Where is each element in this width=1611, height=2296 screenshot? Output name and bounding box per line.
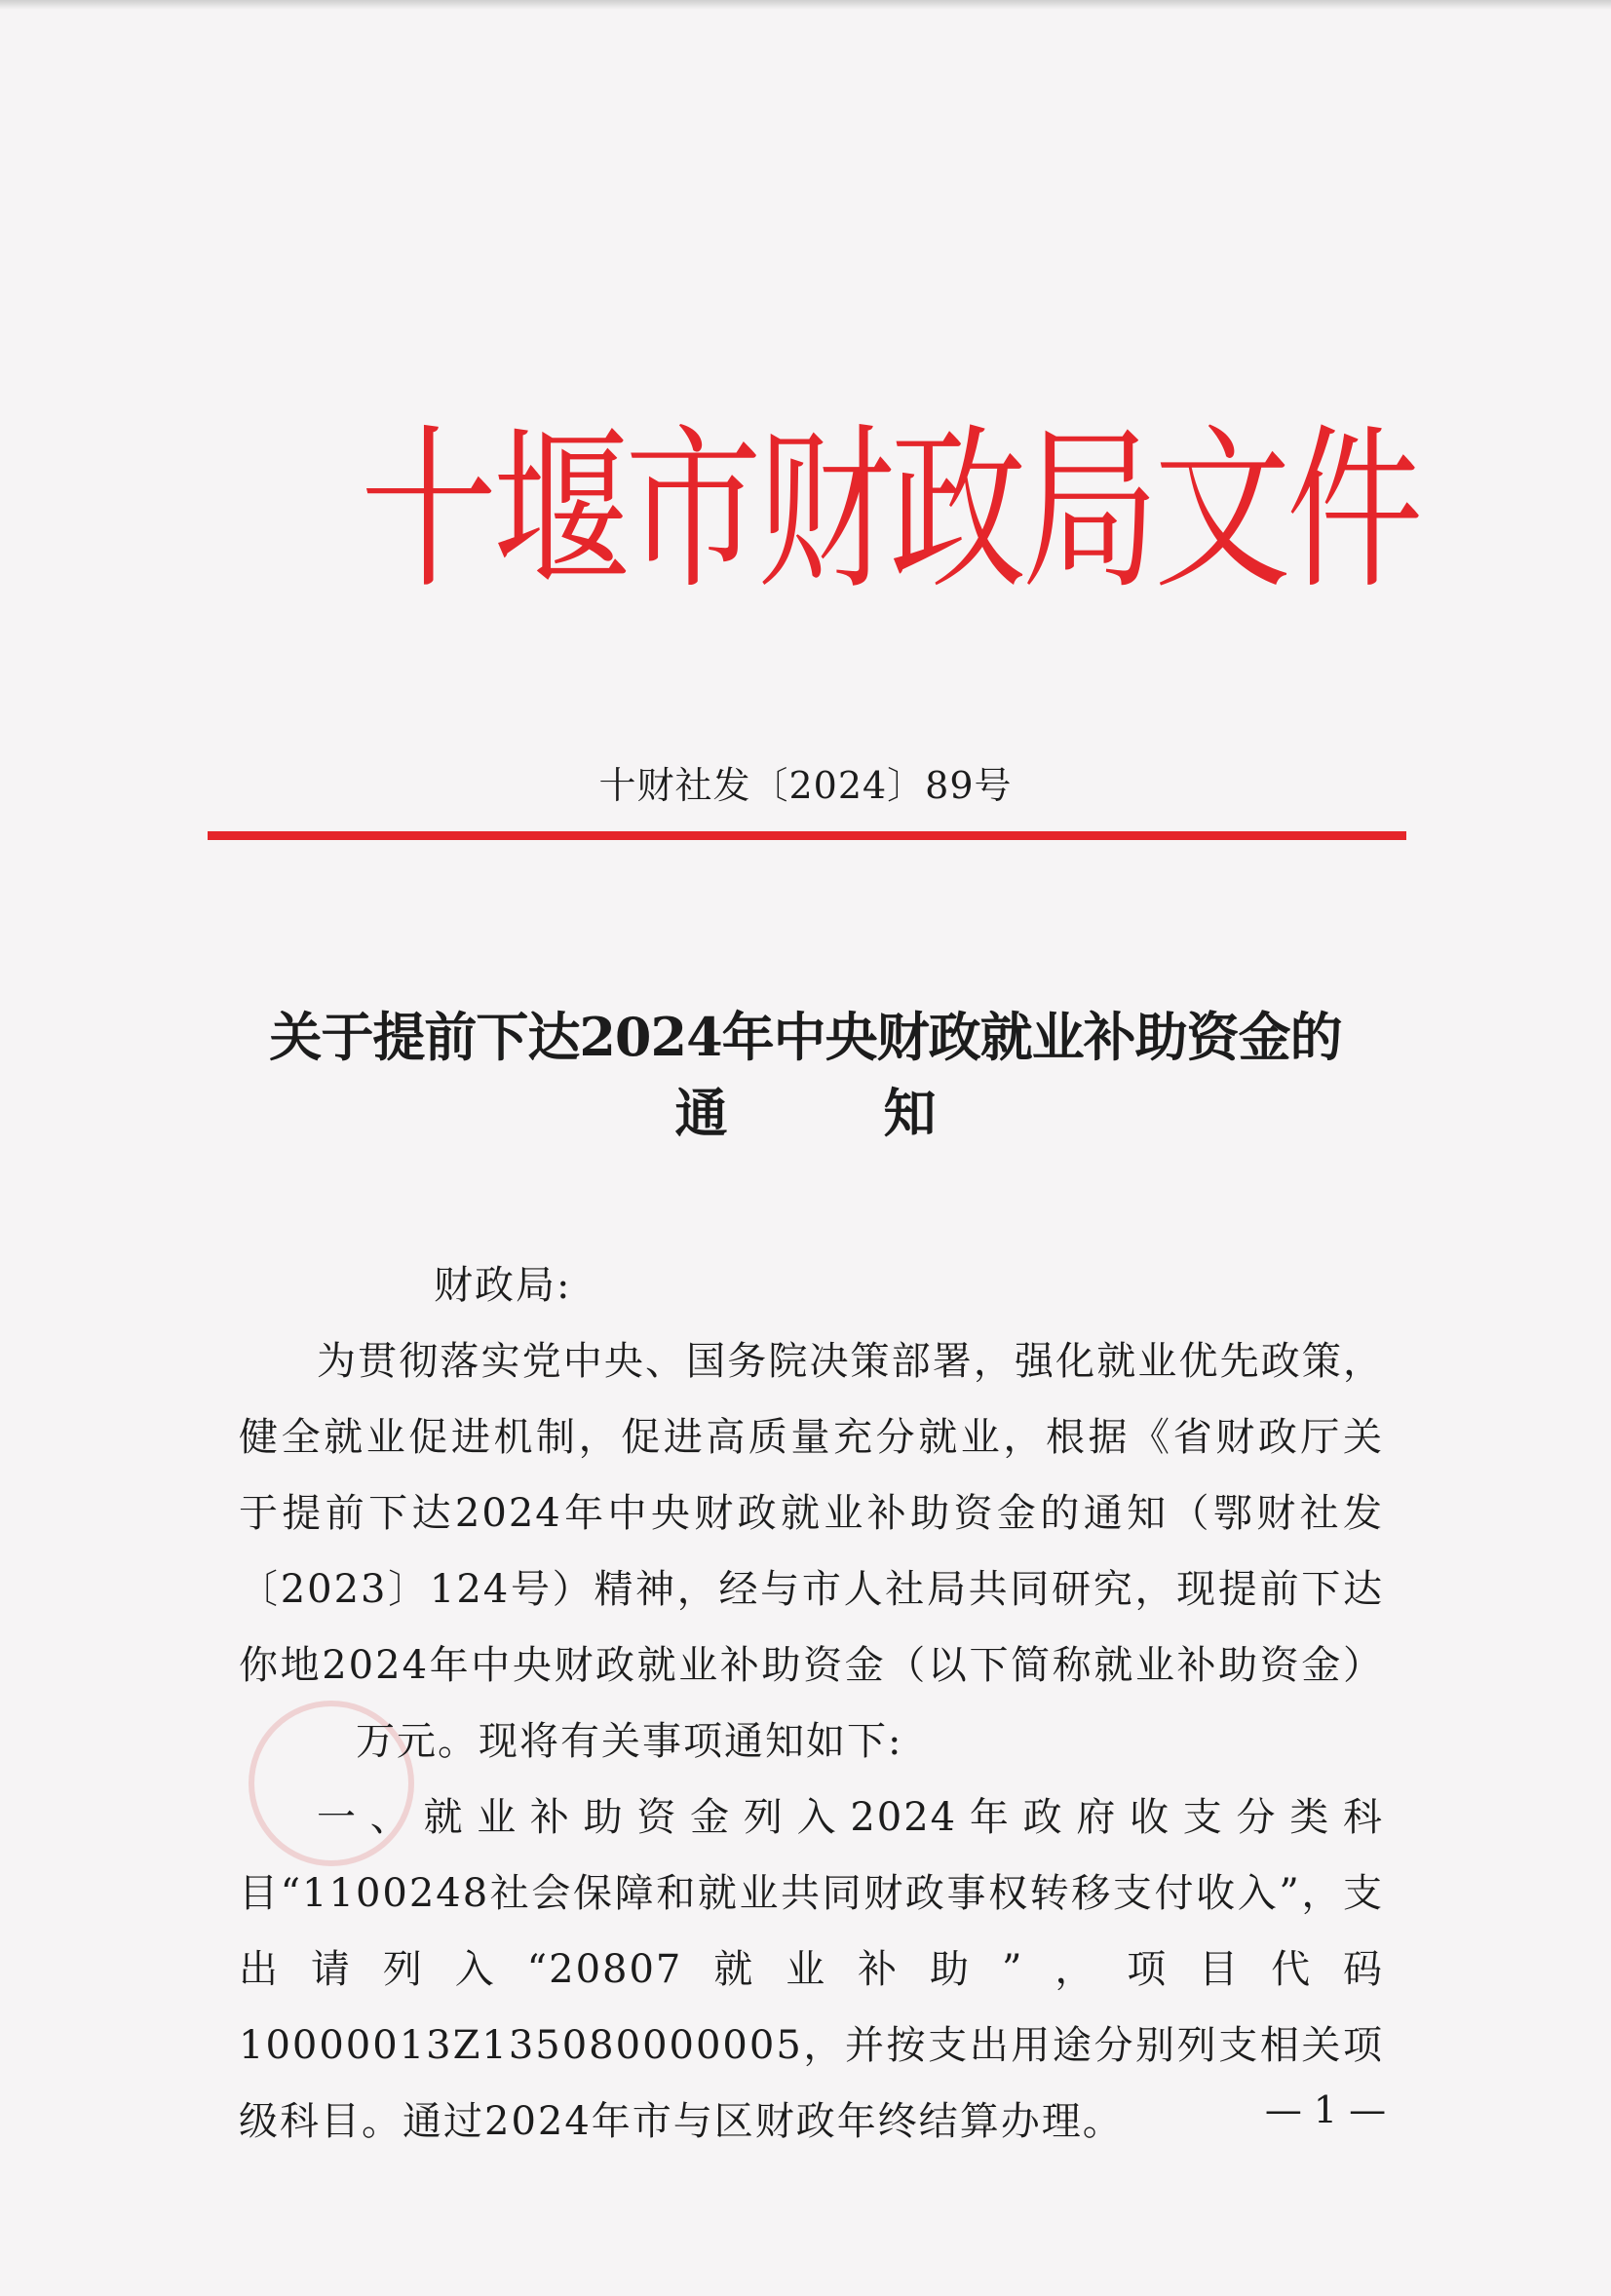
document-number: 十财社发〔2024〕89号 xyxy=(598,764,1013,807)
notice-title-line2: 通知 xyxy=(674,1082,1093,1144)
page-number: — 1 — xyxy=(1264,2088,1387,2131)
paragraph-intro xyxy=(239,1323,1384,1779)
scan-edge xyxy=(0,0,1611,10)
paragraph-intro-part2: 万元。现将有关事项通知如下: xyxy=(356,1719,903,1764)
red-divider-line xyxy=(208,831,1406,840)
paragraph-intro-part1: 为贯彻落实党中央、国务院决策部署，强化就业优先政策，健全就业促进机制，促进高质量充分就业，根据《省财政厅关于提前下达2024年中央财政就业补助资金的通知（鄂财社发〔2023〕124号）精神，经与市人社局共同研究，现提前下达你地2024年中央财政就业补助资金（以下简称就业补助资金） xyxy=(239,1339,1384,1688)
notice-title xyxy=(195,999,1416,1151)
document-body xyxy=(239,1247,1384,2160)
addressee: 财政局: xyxy=(434,1263,572,1308)
organization-title: 十堰市财政局文件 xyxy=(360,409,1419,613)
notice-title-line1: 关于提前下达2024年中央财政就业补助资金的 xyxy=(269,1006,1342,1068)
paragraph-item-1: 一、就业补助资金列入2024年政府收支分类科目“1100248社会保障和就业共同财政事权转移支付收入”，支出请列入“20807就业补助”，项目代码10000013Z135080000005，并按支出用途分别列支相关项级科目。通过2024年市与区财政年终结算办理。 xyxy=(239,1795,1384,2144)
